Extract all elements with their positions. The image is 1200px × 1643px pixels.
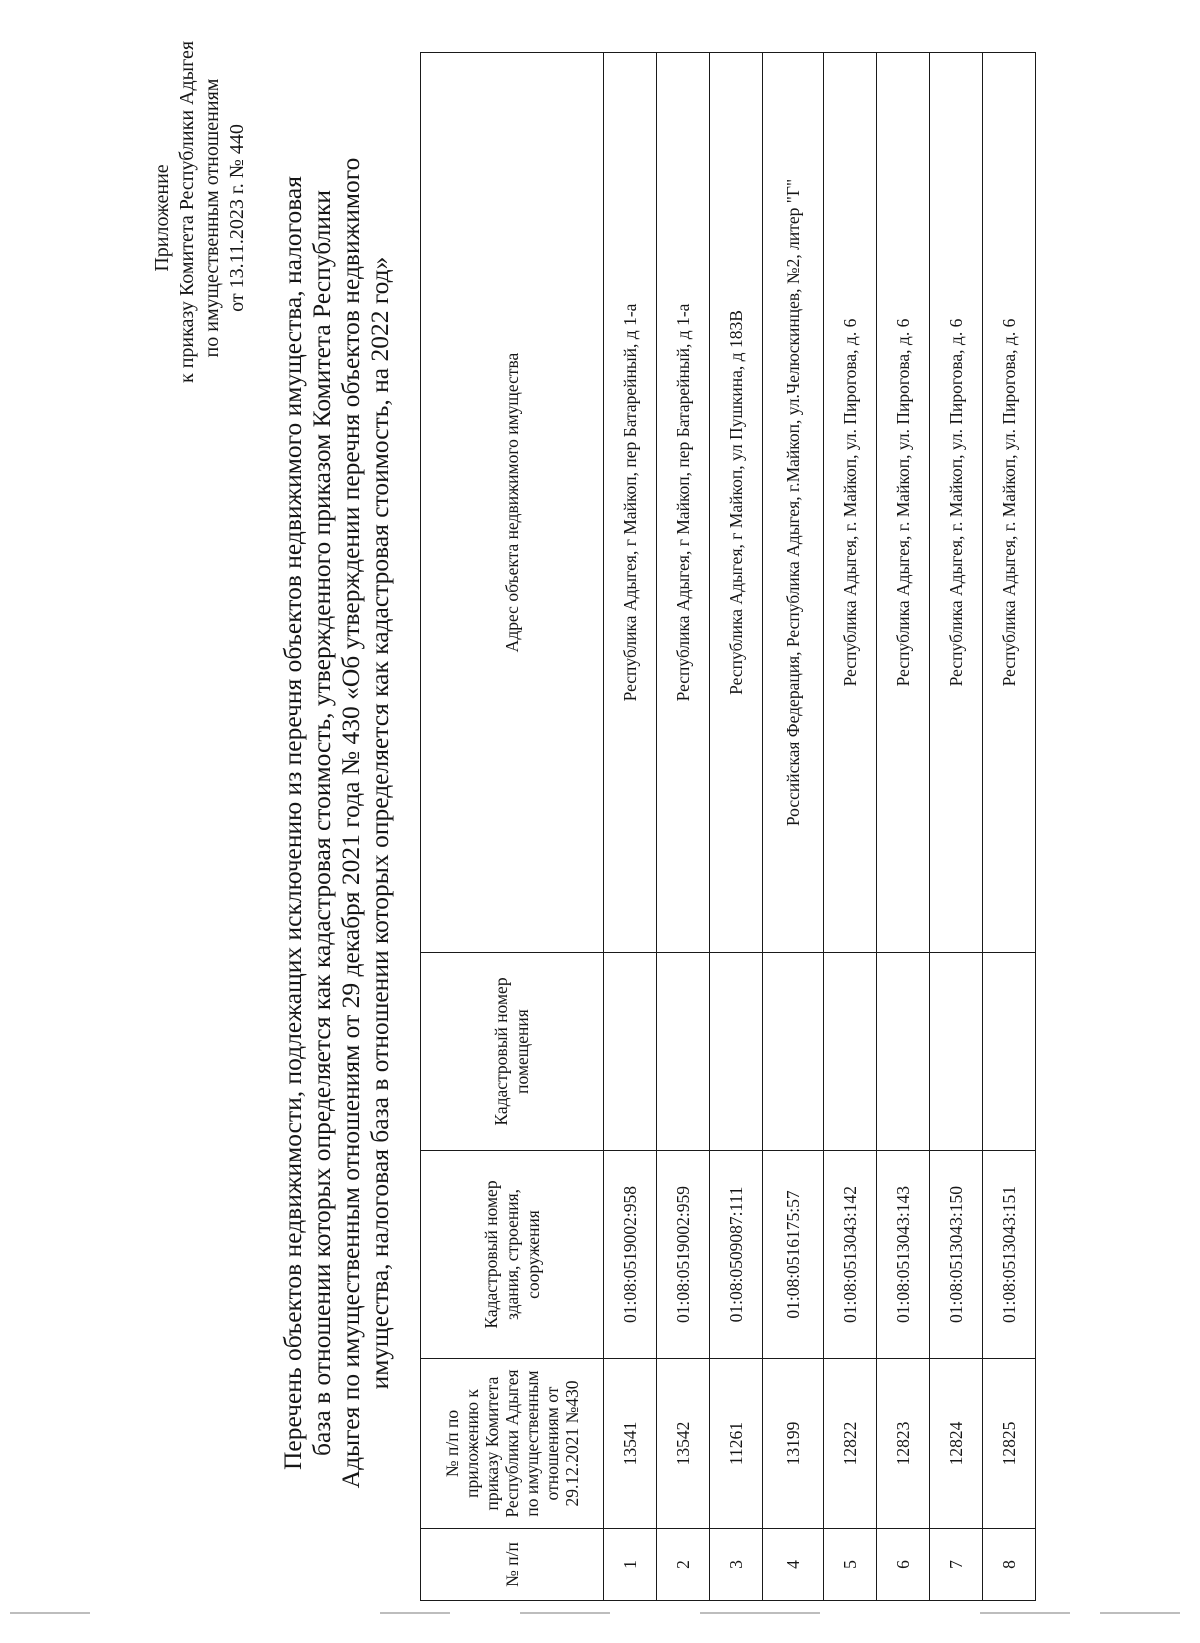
cell-building-cadastral: 01:08:0513043:142 xyxy=(824,1151,877,1359)
cell-room-cadastral xyxy=(710,953,763,1151)
cell-num: 7 xyxy=(930,1529,983,1601)
appendix-line: к приказу Комитета Республики Адыгея xyxy=(176,40,198,383)
cell-orig-num: 12824 xyxy=(930,1359,983,1529)
cell-room-cadastral xyxy=(604,953,657,1151)
cell-building-cadastral: 01:08:0519002:958 xyxy=(604,1151,657,1359)
cell-num: 8 xyxy=(983,1529,1036,1601)
cell-num: 6 xyxy=(877,1529,930,1601)
cell-num: 3 xyxy=(710,1529,763,1601)
cell-num: 2 xyxy=(657,1529,710,1601)
table-row xyxy=(824,53,877,1601)
cell-address: Республика Адыгея, г Майкоп, пер Батарейный, д 1-а xyxy=(657,53,710,953)
cell-address: Республика Адыгея, г. Майкоп, ул. Пирогова, д. 6 xyxy=(877,53,930,953)
cell-orig-num: 12825 xyxy=(983,1359,1036,1529)
table-row xyxy=(983,53,1036,1601)
title-line: Перечень объектов недвижимости, подлежащих исключению из перечня объектов недвижимого имущества, налоговая xyxy=(278,176,307,1470)
col-header-address: Адрес объекта недвижимого имущества xyxy=(421,53,604,953)
cell-building-cadastral: 01:08:0513043:143 xyxy=(877,1151,930,1359)
cell-orig-num: 13541 xyxy=(604,1359,657,1529)
cell-room-cadastral xyxy=(824,953,877,1151)
appendix-header xyxy=(150,40,250,383)
cell-address: Российская Федерация, Республика Адыгея, г.Майкоп, ул.Челюскинцев, №2, литер "Г" xyxy=(763,53,824,953)
scan-mark xyxy=(1100,1612,1180,1614)
cell-building-cadastral: 01:08:0513043:150 xyxy=(930,1151,983,1359)
table-row xyxy=(763,53,824,1601)
table-row xyxy=(877,53,930,1601)
appendix-line: от 13.11.2023 г. № 440 xyxy=(226,124,248,312)
scan-mark xyxy=(520,1612,610,1614)
cell-room-cadastral xyxy=(983,953,1036,1151)
property-table xyxy=(420,52,1036,1601)
cell-address: Республика Адыгея, г Майкоп, ул Пушкина, д 183В xyxy=(710,53,763,953)
table-header-row xyxy=(421,53,604,1601)
title-line: база в отношении которых определяется как кадастровая стоимость, утвержденного приказом Комитета Республики xyxy=(307,190,336,1456)
scan-edge-artifacts xyxy=(0,1612,1200,1626)
cell-room-cadastral xyxy=(930,953,983,1151)
cell-room-cadastral xyxy=(877,953,930,1151)
cell-address: Республика Адыгея, г. Майкоп, ул. Пирогова, д. 6 xyxy=(824,53,877,953)
cell-building-cadastral: 01:08:0513043:151 xyxy=(983,1151,1036,1359)
cell-num: 4 xyxy=(763,1529,824,1601)
scan-mark xyxy=(980,1612,1070,1614)
col-header-num: № п/п xyxy=(421,1529,604,1601)
appendix-line: по имущественным отношениям xyxy=(201,78,223,358)
title-line: Адыгея по имущественным отношениям от 29 декабря 2021 года № 430 «Об утверждении перечня объектов недвижимого xyxy=(336,157,365,1489)
document-title xyxy=(278,123,394,1523)
table-row xyxy=(930,53,983,1601)
cell-building-cadastral: 01:08:0519002:959 xyxy=(657,1151,710,1359)
cell-orig-num: 12823 xyxy=(877,1359,930,1529)
cell-num: 1 xyxy=(604,1529,657,1601)
appendix-line: Приложение xyxy=(151,164,173,272)
cell-address: Республика Адыгея, г. Майкоп, ул. Пирогова, д. 6 xyxy=(983,53,1036,953)
table-row xyxy=(710,53,763,1601)
cell-orig-num: 11261 xyxy=(710,1359,763,1529)
cell-orig-num: 12822 xyxy=(824,1359,877,1529)
col-header-orig-num: № п/п по приложению к приказу Комитета Республики Адыгея по имущественным отношениям от 29.12.2021 №430 xyxy=(421,1359,604,1529)
cell-orig-num: 13199 xyxy=(763,1359,824,1529)
cell-room-cadastral xyxy=(763,953,824,1151)
scan-mark xyxy=(380,1612,450,1614)
scan-mark xyxy=(700,1612,820,1614)
cell-orig-num: 13542 xyxy=(657,1359,710,1529)
col-header-room-cadastral: Кадастровый номер помещения xyxy=(421,953,604,1151)
col-header-building-cadastral: Кадастровый номер здания, строения, сооружения xyxy=(421,1151,604,1359)
cell-num: 5 xyxy=(824,1529,877,1601)
title-line: имущества, налоговая база в отношении которых определяется как кадастровая стоимость, на 2022 год» xyxy=(365,256,394,1390)
table-row xyxy=(604,53,657,1601)
cell-room-cadastral xyxy=(657,953,710,1151)
scan-mark xyxy=(10,1612,90,1614)
cell-building-cadastral: 01:08:0516175:57 xyxy=(763,1151,824,1359)
cell-address: Республика Адыгея, г. Майкоп, ул. Пирогова, д. 6 xyxy=(930,53,983,953)
table-row xyxy=(657,53,710,1601)
cell-address: Республика Адыгея, г Майкоп, пер Батарейный, д 1-а xyxy=(604,53,657,953)
cell-building-cadastral: 01:08:0509087:111 xyxy=(710,1151,763,1359)
